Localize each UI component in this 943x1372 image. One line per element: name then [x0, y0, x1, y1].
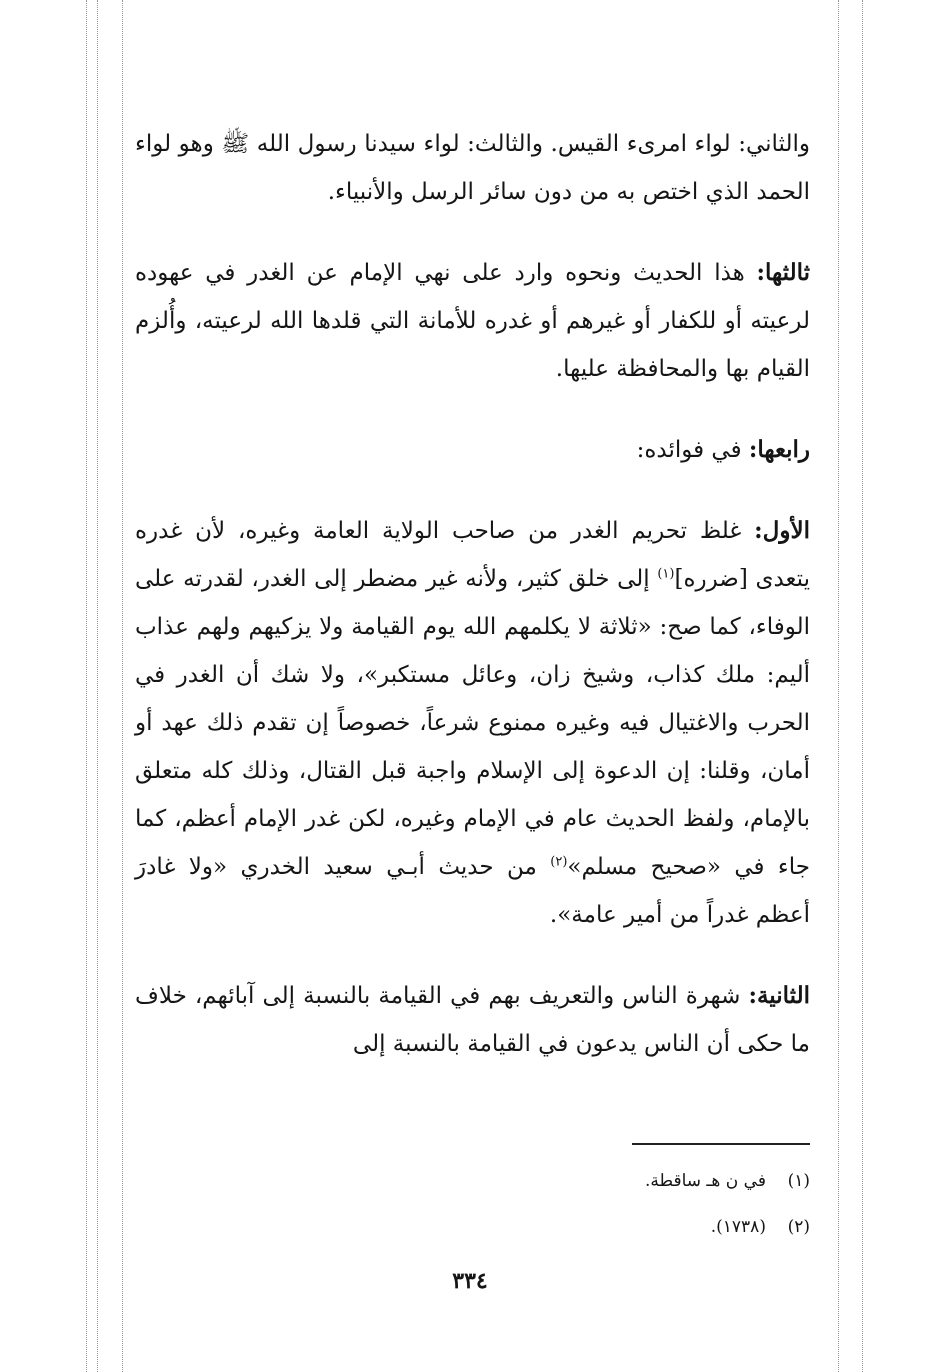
paragraph-text: هذا الحديث ونحوه وارد على نهي الإمام عن الغدر في عهوده لرعيته أو للكفار أو غيرهم أو غدره للأمانة التي قلدها الله لرعيته، وأُلزم القيام بها والمحافظة عليها.	[135, 260, 810, 382]
paragraph	[135, 507, 810, 939]
footnote-text: في ن هـ ساقطة.	[645, 1171, 766, 1191]
footnote-number: (١)	[787, 1171, 810, 1191]
paragraph-text: شهرة الناس والتعريف بهم في القيامة بالنسبة إلى آبائهم، خلاف ما حكى أن الناس يدعون في القيامة بالنسبة إلى	[135, 983, 810, 1057]
paragraph-text: من حديث أبـي سعيد الخدري «ولا غادرَ أعظم غدراً من أمير عامة».	[135, 854, 810, 928]
paragraph-text: إلى خلق كثير، ولأنه غير مضطر إلى الغدر، لقدرته على الوفاء، كما صح: «ثلاثة لا يكلمهم الله يوم القيامة ولا يزكيهم ولهم عذاب أليم: ملك كذاب، وشيخ زان، وعائل مستكبر»، ولا شك أن الغدر في الحرب والاغتيال فيه وغيره ممنوع شرعاً، خصوصاً إن تقدم ذلك عهد أو أمان، وقلنا: إن الدعوة إلى الإسلام واجبة قبل القتال، وذلك كله متعلق بالإمام، ولفظ الحديث عام في الإمام وغيره، لكن غدر الإمام أعظم، كما جاء في «صحيح مسلم»	[135, 566, 810, 880]
footnote-text: (١٧٣٨).	[710, 1217, 766, 1237]
paragraph	[135, 249, 810, 393]
paragraph-text: والثاني: لواء امرىء القيس. والثالث: لواء سيدنا رسول الله ﷺ وهو لواء الحمد الذي اختص به من دون سائر الرسل والأنبياء.	[135, 131, 810, 205]
scan-dotted-line	[122, 0, 123, 1372]
scan-dotted-line	[862, 0, 863, 1372]
paragraph-text: غلظ تحريم الغدر من صاحب الولاية العامة وغيره، لأن غدره يتعدى [ضرره]	[135, 518, 810, 592]
page-body	[135, 120, 810, 1068]
scan-dotted-line	[97, 0, 98, 1372]
footnote	[480, 1204, 810, 1250]
paragraph	[135, 120, 810, 216]
paragraph	[135, 426, 810, 474]
paragraph-lead: رابعها:	[748, 436, 810, 463]
paragraph-lead: الثانية:	[748, 982, 810, 1009]
paragraph-lead: الأول:	[754, 517, 810, 544]
paragraph-text: في فوائده:	[636, 437, 749, 463]
paragraph-lead: ثالثها:	[756, 259, 810, 286]
footnote-reference: (١)	[657, 566, 675, 582]
footnote-reference: (٢)	[550, 854, 568, 870]
footnote	[480, 1158, 810, 1204]
paragraph	[135, 972, 810, 1068]
footnote-divider	[632, 1143, 810, 1145]
scan-dotted-line	[838, 0, 839, 1372]
footnote-number: (٢)	[787, 1217, 810, 1237]
page-number: ٣٣٤	[452, 1268, 488, 1294]
footnotes	[480, 1158, 810, 1250]
scan-dotted-line	[86, 0, 87, 1372]
